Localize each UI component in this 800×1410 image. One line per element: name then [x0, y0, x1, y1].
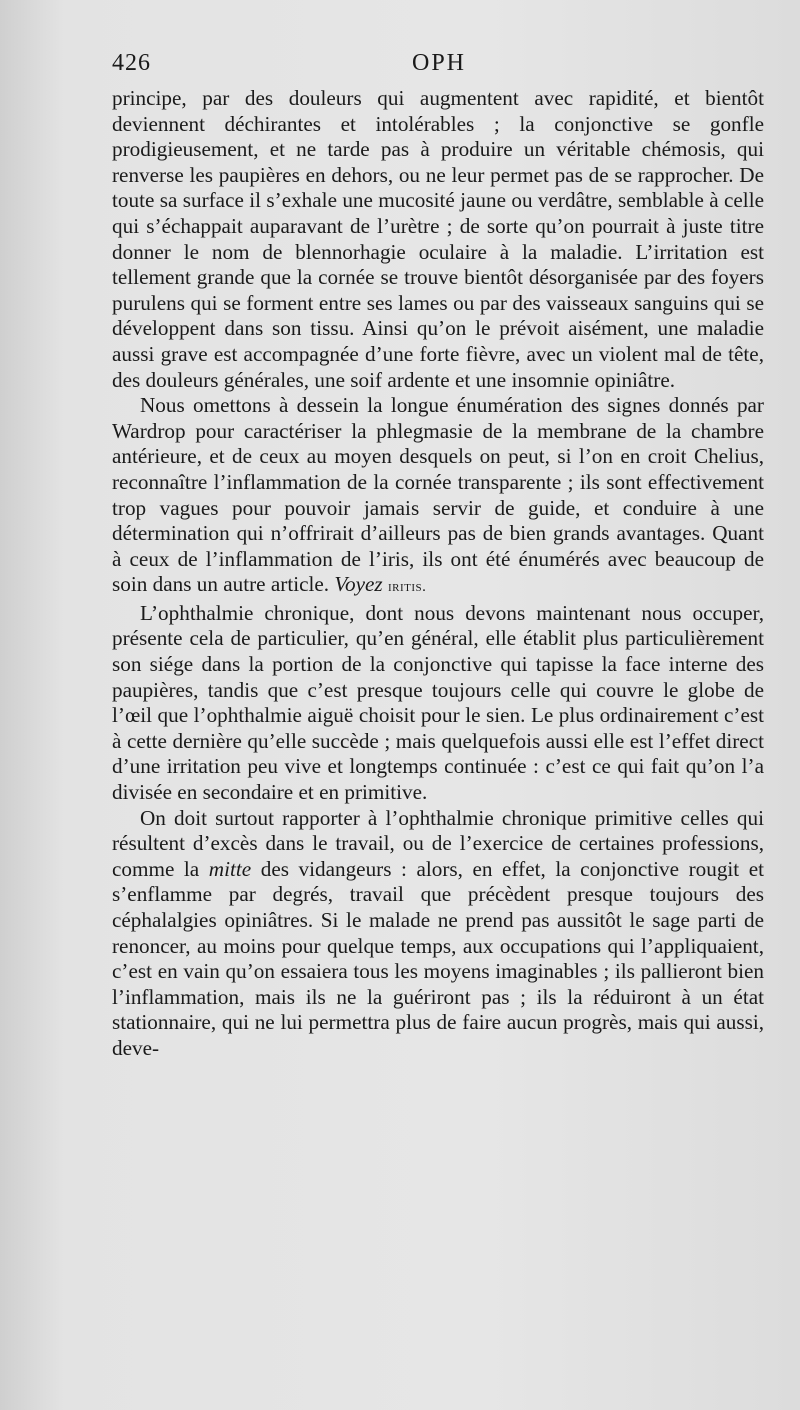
- italic-term-mitte: mitte: [208, 856, 252, 881]
- paragraph-2: [112, 393, 764, 601]
- page-number: 426: [112, 50, 151, 76]
- running-headword: OPH: [412, 50, 467, 76]
- paragraph-4: [112, 806, 764, 1062]
- paragraph-3: L’ophthalmie chronique, dont nous devons maintenant nous occuper, présente cela de particulier, qu’en général, elle établit plus particulièrement son siége dans la portion de la conjonctive qui tapisse la face interne des paupières, tandis que c’est presque toujours celle qui couvre le globe de l’œil que l’ophthalmie aiguë choisit pour le sien. Le plus ordinairement c’est à cette dernière qu’elle succède ; mais quelquefois aussi elle est l’effet direct d’une irritation peu vive et longtemps continuée : c’est ce qui fait qu’on l’a divisée en secondaire et en primitive.: [112, 600, 764, 805]
- paragraph-1: principe, par des douleurs qui augmentent avec rapidité, et bientôt deviennent déchirantes et intolérables ; la conjonctive se gonfle prodigieusement, et ne tarde pas à produire un véritable chémosis, qui renverse les paupières en dehors, ou ne leur permet pas de se rapprocher. De toute sa surface il s’exhale une mucosité jaune ou verdâtre, semblable à celle qui s’échappait auparavant de l’urètre ; de sorte qu’on pourrait à juste titre donner le nom de blennorhagie oculaire à la maladie. L’irritation est tellement grande que la cornée se trouve bientôt désorganisée par des foyers purulens qui se forment entre ses lames ou par des vaisseaux sanguins qui se développent dans son tissu. Ainsi qu’on le prévoit aisément, une maladie aussi grave est accompagnée d’une forte fièvre, avec un violent mal de tête, des douleurs générales, une soif ardente et une insomnie opiniâtre.: [112, 86, 764, 392]
- body-text: [112, 86, 764, 1062]
- cross-reference-voyez: Voyez: [334, 572, 383, 597]
- running-head: [112, 50, 764, 86]
- paragraph-4-text-after: des vidangeurs : alors, en effet, la conjonctive rougit et s’enflamme par degrés, travail que précèdent presque toujours des céphalalgies opiniâtres. Si le malade ne prend pas aussitôt le sage parti de renoncer, au moins pour quelque temps, aux occupations qui l’appliquaient, c’est en vain qu’on essaiera tous les moyens imaginables ; ils pallieront bien l’inflammation, mais ils ne la guériront pas ; ils la réduiront à un état stationnaire, qui ne lui permettra plus de faire aucun progrès, mais qui aussi, deve-: [112, 856, 765, 1060]
- bleed-through-shadow: [95, 1262, 755, 1302]
- cross-reference-iritis: iritis.: [387, 579, 427, 596]
- paragraph-2-text: Nous omettons à dessein la longue énumération des signes donnés par Wardrop pour caractériser la phlegmasie de la membrane de la chambre antérieure, et de ceux au moyen desquels on peut, si l’on en croit Chelius, reconnaître l’inflammation de la cornée transparente ; ils sont effectivement trop vagues pour pouvoir jamais servir de guide, et conduire à une détermination qui n’offrirait d’ailleurs pas de bien grands avantages. Quant à ceux de l’inflammation de l’iris, ils ont été énumérés avec beaucoup de soin dans un autre article.: [112, 393, 764, 597]
- paragraph-4-text-before: On doit surtout rapporter à l’ophthalmie chronique primitive celles qui résultent d’excès dans le travail, ou de l’exercice de certaines professions, comme la: [112, 805, 764, 881]
